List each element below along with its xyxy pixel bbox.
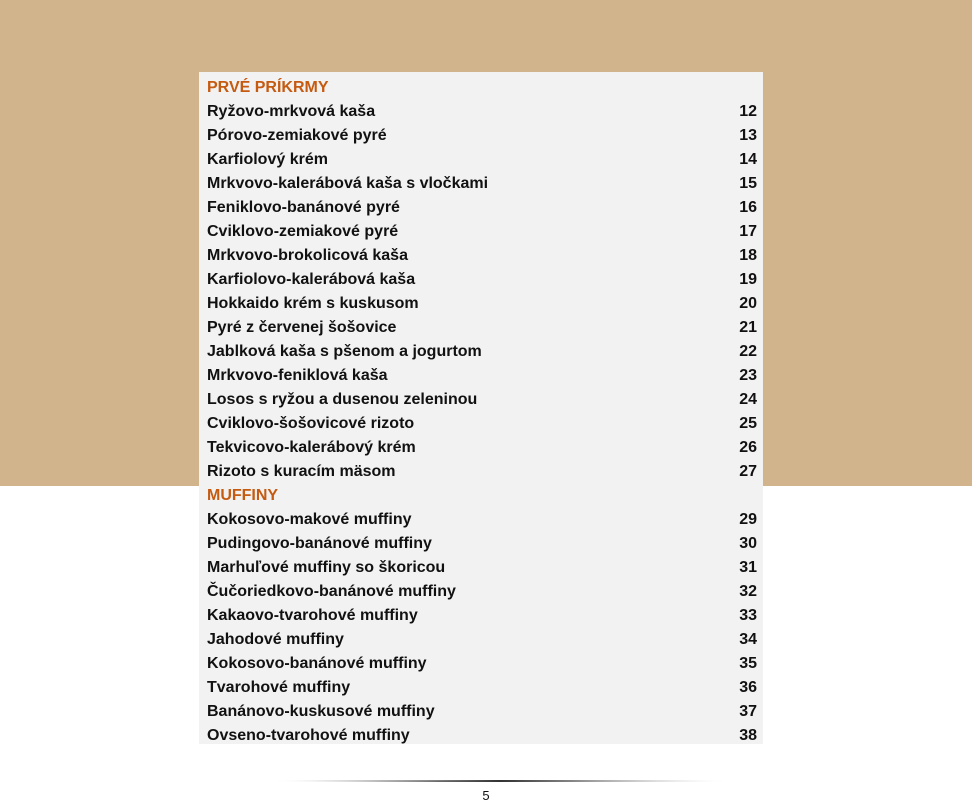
toc-entry	[199, 388, 763, 412]
page-number: 5	[482, 788, 490, 803]
toc-entry-page: 29	[739, 511, 757, 528]
toc-entry-title: Rizoto s kuracím mäsom	[207, 463, 396, 480]
toc-entry-page: 22	[739, 343, 757, 360]
toc-entry-title: Jahodové muffiny	[207, 631, 344, 648]
toc-entry	[199, 316, 763, 340]
toc-entry	[199, 220, 763, 244]
toc-entry	[199, 700, 763, 724]
toc-entry	[199, 292, 763, 316]
toc-entry-page: 33	[739, 607, 757, 624]
toc-entry-title: Pyré z červenej šošovice	[207, 319, 397, 336]
toc-entry-page: 26	[739, 439, 757, 456]
toc-entry	[199, 652, 763, 676]
toc-entry-title: Mrkvovo-feniklová kaša	[207, 367, 388, 384]
toc-entry-title: Jablková kaša s pšenom a jogurtom	[207, 343, 482, 360]
toc-entry-page: 16	[739, 199, 757, 216]
toc-entry	[199, 532, 763, 556]
toc-entry	[199, 340, 763, 364]
toc-entry-page: 14	[739, 151, 757, 168]
toc-entry	[199, 100, 763, 124]
toc-entry-page: 13	[739, 127, 757, 144]
section-heading: MUFFINY	[207, 487, 279, 504]
toc-entry	[199, 364, 763, 388]
toc-entry-page: 24	[739, 391, 757, 408]
toc-entry-page: 27	[739, 463, 757, 480]
toc-entry-page: 23	[739, 367, 757, 384]
toc-entry	[199, 580, 763, 604]
toc-entry-title: Kokosovo-makové muffiny	[207, 511, 412, 528]
toc-entry-title: Hokkaido krém s kuskusom	[207, 295, 419, 312]
footer-divider	[270, 779, 730, 783]
toc-entry-title: Mrkvovo-kalerábová kaša s vločkami	[207, 175, 489, 192]
toc-entry-title: Cviklovo-zemiakové pyré	[207, 223, 399, 240]
toc-entry-title: Pórovo-zemiakové pyré	[207, 127, 387, 144]
toc-entry	[199, 628, 763, 652]
toc-entry-title: Feniklovo-banánové pyré	[207, 199, 400, 216]
toc-entry-page: 25	[739, 415, 757, 432]
toc-entry-title: Losos s ryžou a dusenou zeleninou	[207, 391, 478, 408]
section-heading: PRVÉ PRÍKRMY	[207, 79, 329, 96]
toc-entry-title: Čučoriedkovo-banánové muffiny	[207, 583, 456, 600]
toc-entry	[199, 508, 763, 532]
toc-entry-page: 21	[739, 319, 757, 336]
toc-entry-page: 17	[739, 223, 757, 240]
toc-entry	[199, 436, 763, 460]
toc-entry-page: 32	[739, 583, 757, 600]
toc-entry-title: Mrkvovo-brokolicová kaša	[207, 247, 408, 264]
toc-entry-page: 31	[739, 559, 757, 576]
toc-entry	[199, 604, 763, 628]
toc-entry	[199, 412, 763, 436]
toc-entry	[199, 148, 763, 172]
toc-entry-title: Kakaovo-tvarohové muffiny	[207, 607, 418, 624]
toc-entry	[199, 460, 763, 484]
toc-entry-title: Ovseno-tvarohové muffiny	[207, 727, 410, 744]
toc-entry-page: 36	[739, 679, 757, 696]
toc-entry	[199, 556, 763, 580]
toc-entry	[199, 724, 763, 748]
toc-entry-page: 30	[739, 535, 757, 552]
toc-entry-page: 37	[739, 703, 757, 720]
toc-entry	[199, 124, 763, 148]
table-of-contents	[199, 72, 763, 744]
toc-entry-page: 18	[739, 247, 757, 264]
toc-entry-page: 38	[739, 727, 757, 744]
toc-entry-page: 12	[739, 103, 757, 120]
toc-entry-page: 20	[739, 295, 757, 312]
toc-entry	[199, 268, 763, 292]
toc-entry-title: Kokosovo-banánové muffiny	[207, 655, 427, 672]
toc-entry-title: Tekvicovo-kalerábový krém	[207, 439, 416, 456]
toc-entry	[199, 172, 763, 196]
toc-entry-title: Banánovo-kuskusové muffiny	[207, 703, 435, 720]
toc-entry-page: 19	[739, 271, 757, 288]
toc-entry-title: Ryžovo-mrkvová kaša	[207, 103, 376, 120]
toc-entry-title: Marhuľové muffiny so škoricou	[207, 559, 446, 576]
toc-entry-page: 34	[739, 631, 757, 648]
toc-entry-page: 15	[739, 175, 757, 192]
toc-entry-title: Karfiolový krém	[207, 151, 328, 168]
toc-entry-title: Karfiolovo-kalerábová kaša	[207, 271, 416, 288]
toc-entry	[199, 244, 763, 268]
toc-entry	[199, 196, 763, 220]
toc-entry-title: Tvarohové muffiny	[207, 679, 351, 696]
toc-list	[199, 72, 763, 748]
toc-entry-page: 35	[739, 655, 757, 672]
toc-entry-title: Cviklovo-šošovicové rizoto	[207, 415, 415, 432]
toc-entry	[199, 676, 763, 700]
toc-entry-title: Pudingovo-banánové muffiny	[207, 535, 432, 552]
